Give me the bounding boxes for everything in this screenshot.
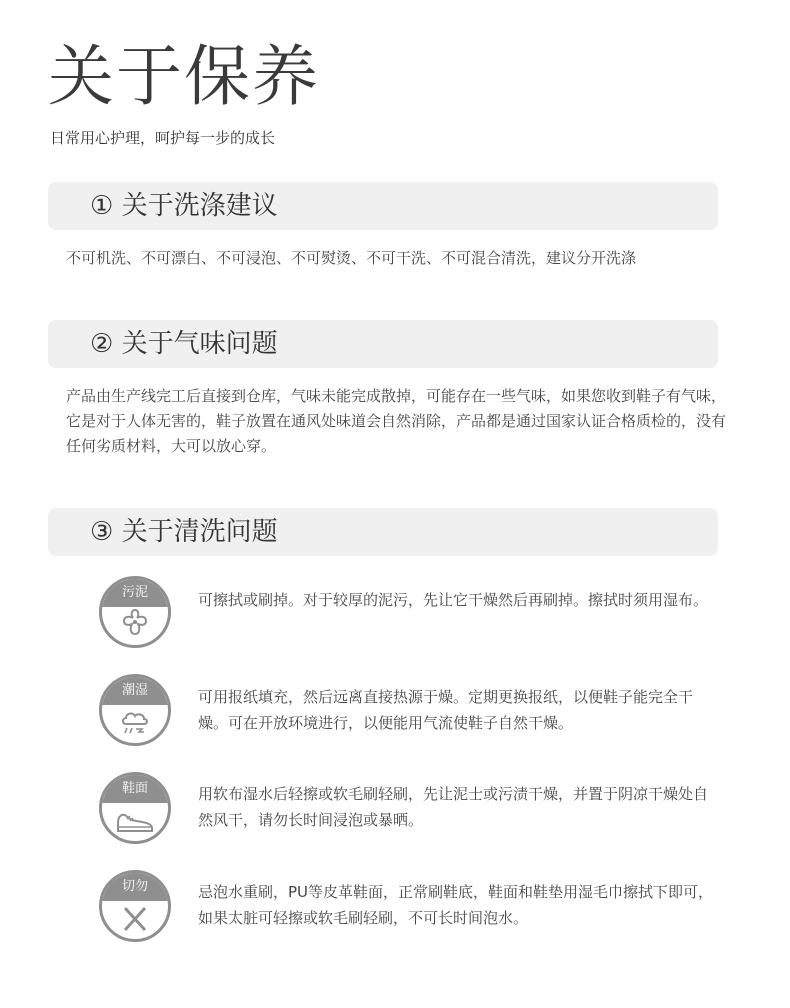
section-header-cleaning (48, 508, 718, 556)
cross-icon (115, 901, 155, 937)
badge-label: 切勿 (102, 873, 168, 901)
upper-badge (99, 772, 171, 844)
odor-text: 产品由生产线完工后直接到仓库，气味未能完成散掉，可能存在一些气味，如果您收到鞋子有气味，它是对于人体无害的，鞋子放置在通风处味道会自然消除，产品都是通过国家认证合格质检的，没有任何劣质材料，大可以放心穿。 (66, 387, 727, 455)
mud-badge (99, 576, 171, 648)
section-header-washing (48, 182, 718, 230)
section-header-odor (48, 320, 718, 368)
mud-stain-icon (115, 607, 155, 643)
damp-badge (99, 674, 171, 746)
section-heading: ① 关于洗涤建议 (90, 191, 278, 221)
section-heading: ② 关于气味问题 (90, 329, 278, 359)
badge-label: 潮湿 (102, 677, 168, 705)
badge-label: 污泥 (102, 579, 168, 607)
mud-text: 可擦拭或刷掉。对于较厚的泥污，先让它干燥然后再刷掉。擦拭时须用湿布。 (198, 591, 709, 609)
section-heading: ③ 关于清洗问题 (90, 517, 278, 547)
sneaker-icon (115, 803, 155, 839)
never-badge (99, 870, 171, 942)
badge-label: 鞋面 (102, 775, 168, 803)
page-subtitle: 日常用心护理，呵护每一步的成长 (50, 129, 276, 147)
rain-cloud-icon (115, 705, 155, 741)
page-title: 关于保养 (48, 38, 320, 115)
upper-text: 用软布湿水后轻擦或软毛刷轻刷，先让泥士或污渍干燥，并置于阴凉干燥处自然风干，请勿长时间浸泡或暴晒。 (198, 785, 709, 829)
never-text: 忌泡水重刷，PU等皮革鞋面，正常刷鞋底，鞋面和鞋垫用湿毛巾擦拭下即可，如果太脏可轻擦或软毛刷轻刷，不可长时间泡水。 (198, 883, 714, 927)
damp-text: 可用报纸填充，然后远离直接热源于燥。定期更换报纸，以便鞋子能完全干燥。可在开放环境进行，以便能用气流使鞋子自然干燥。 (198, 688, 694, 732)
washing-advice-text: 不可机洗、不可漂白、不可浸泡、不可熨烫、不可干洗、不可混合清洗，建议分开洗涤 (66, 249, 637, 267)
